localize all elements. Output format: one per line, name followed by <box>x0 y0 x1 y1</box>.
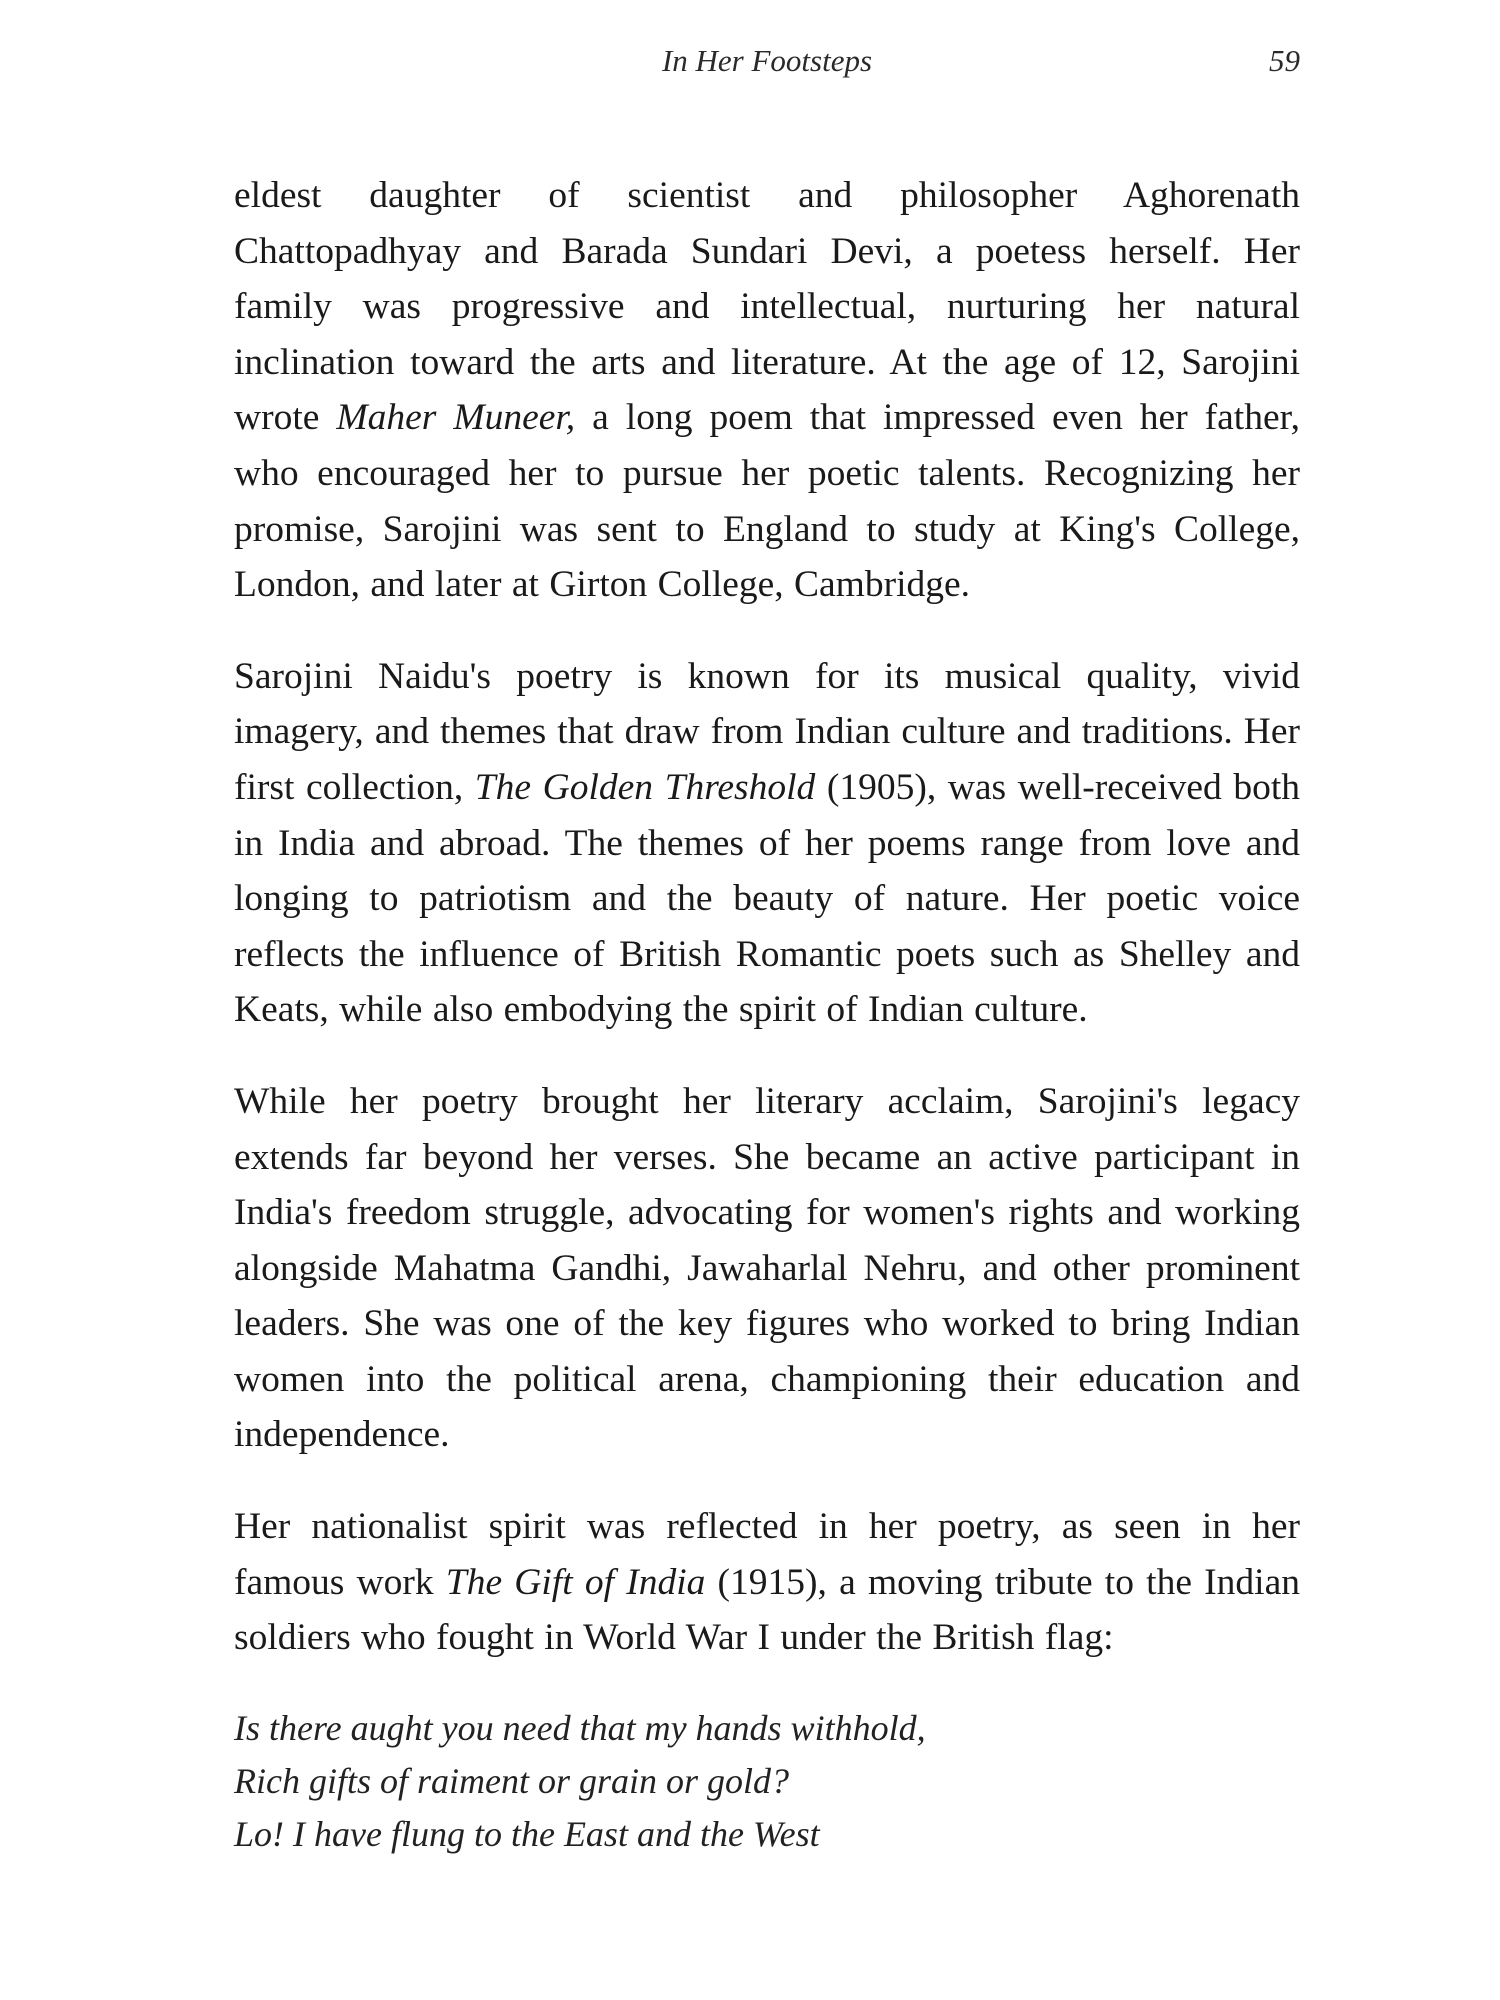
paragraph-1-rest: a long poem that impressed even her father, who encouraged her to pursue her poetic talents. Recognizing her promise, Sarojini was sent to England to study at King's College, London, and later at Girton College, Cambridge. <box>234 397 1300 606</box>
work-title-maher-muneer: Maher Muneer, <box>336 397 576 439</box>
poem-excerpt <box>234 1702 1300 1861</box>
paragraph-2-rest: (1905), was well-received both in India and abroad. The themes of her poems range from love and longing to patriotism and the beauty of nature. Her poetic voice reflects the influence of British Romantic poets such as Shelley and Keats, while also embodying the spirit of Indian culture. <box>234 766 1300 1031</box>
verse-line-1: Is there aught you need that my hands withhold, <box>234 1707 926 1748</box>
running-title: In Her Footsteps <box>661 43 873 78</box>
page-number: 59 <box>1269 43 1300 78</box>
running-head <box>234 38 1300 84</box>
paragraph-4 <box>234 1499 1300 1666</box>
paragraph-4-rest: (1915), a moving tribute to the Indian soldiers who fought in World War I under the British flag: <box>234 1561 1300 1659</box>
verse-line-3: Lo! I have flung to the East and the West <box>234 1813 820 1854</box>
verse-line-2: Rich gifts of raiment or grain or gold? <box>234 1760 790 1801</box>
paragraph-2 <box>234 649 1300 1038</box>
paragraph-4-text: Her nationalist spirit was reflected in her poetry, as seen in her famous work <box>234 1506 1300 1603</box>
work-title-gift-of-india: The Gift of India <box>445 1561 706 1603</box>
paragraph-1-text: eldest daughter of scientist and philosopher Aghorenath Chattopadhyay and Barada Sundari Devi, a poetess herself. Her family was progressive and intellectual, nurturing her natural inclination toward the arts and literature. At the age of 12, Sarojini wrote <box>234 175 1300 439</box>
paragraph-1 <box>234 168 1300 613</box>
work-title-golden-threshold: The Golden Threshold <box>474 766 816 808</box>
paragraph-3 <box>234 1074 1300 1463</box>
body-text <box>234 168 1300 1861</box>
paragraph-3-text: While her poetry brought her literary acclaim, Sarojini's legacy extends far beyond her verses. She became an active participant in India's freedom struggle, advocating for women's rights and working alongside Mahatma Gandhi, Jawaharlal Nehru, and other prominent leaders. She was one of the key figures who worked to bring Indian women into the political arena, championing their education and independence. <box>234 1080 1300 1456</box>
paragraph-2-text: Sarojini Naidu's poetry is known for its musical quality, vivid imagery, and themes that draw from Indian culture and traditions. Her first collection, <box>234 655 1300 808</box>
